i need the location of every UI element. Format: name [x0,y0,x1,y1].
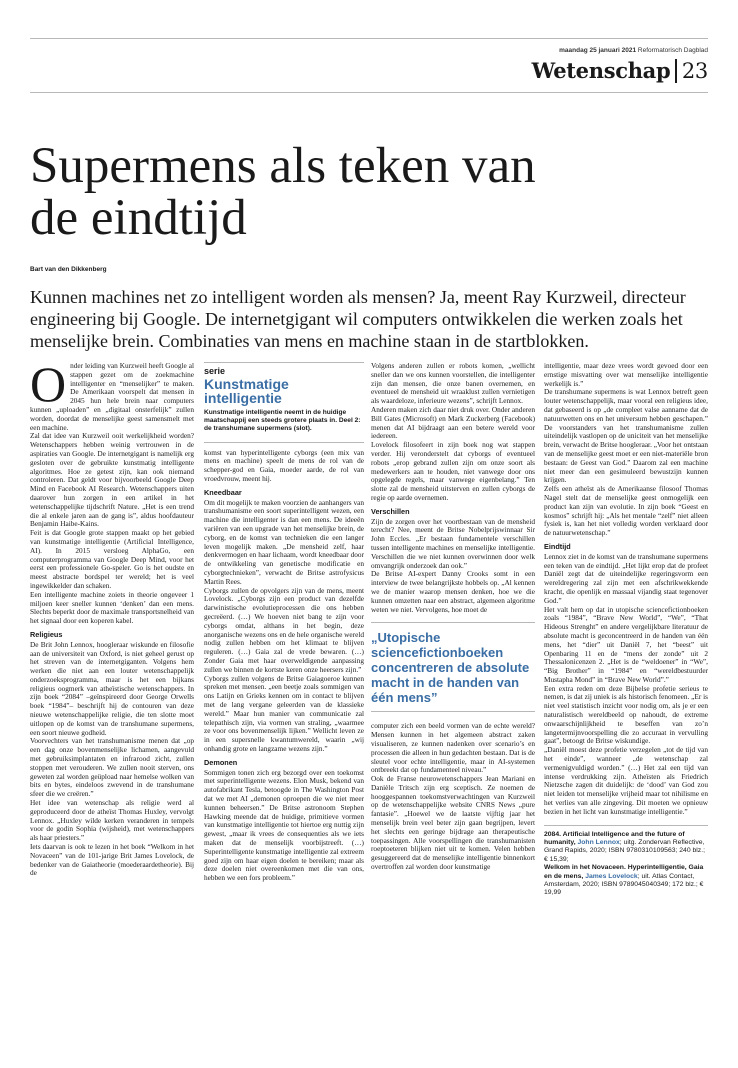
paragraph: Om dit mogelijk te maken voorzien de aanhangers van transhumanisme een soort superintelligent wezen, een machine die intelligenter is dan een mens. De ideeën variëren van een upgrade van het menselijke brein, de cyborg, en de komst van technieken die een langer leven mogelijk maken. „De mensheid zelf, haar denkvermogen en haar lichaam, wordt kneedbaar door de ontwikkeling van genetische modificatie en cyborgtechnieken”, verwacht de Britse astrofysicus Martin Rees. [204,497,364,586]
book-entry [544,864,708,898]
paragraph-text: nder leiding van Kurzweil heeft Google al stappen gezet om de zoekmachine intelligenter en “menselijker” te maken. De Amerikaan voorspelt dat mensen in 2045 hun hele brein naar computers kunnen „uploaden” en „digitaal onsterfelijk” zullen worden, doordat de menselijke geest samensmelt met een machine. [30,362,194,432]
paragraph: De Brit John Lennox, hoogleraar wiskunde en filosofie aan de universiteit van Oxford, is niet geheel gerust op het streven van de internetgiganten. Volgens hem werken die niet aan een louter wetenschappelijk onderzoeksprogramma, maar is het een bijkans religieus oogmerk van atheïstische wetenschappers. In zijn boek “2084” –geïnspireerd door George Orwells boek “1984”– beschrijft hij de contouren van deze nieuwe wetenschappelijke religie, die ten slotte moet uitlopen op de komst van de transhumane supermens, een soort nieuwe godheid. [30,639,194,737]
dateline [559,47,708,54]
column-3 [371,362,535,1062]
byline: Bart van den Dikkenberg [30,266,107,273]
paragraph: Feit is dat Google grote stappen maakt op het gebied van kunstmatige intelligentie (Artificial Intelligence, AI). In 2015 versloeg AlphaGo, een computerprogramma van Google Deep Mind, voor het eerst een professionele Go-speler. Go is het oudste en meest abstracte bordspel ter wereld; het is veel ingewikkelder dan schaken. [30,528,194,590]
paragraph: Zal dat idee van Kurzweil ooit werkelijkheid worden? Wetenschappers hebben weinig vertrouwen in de aspiraties van Google. De internetgigant is namelijk erg gesloten over de gebruikte kunstmatig intelligente algoritmes. Hoe ze getest zijn, kan ook niemand controleren. Dat geldt voor bijvoorbeeld Google Deep Mind en Facebook AI Research. Wetenschappers uiten daarover hun zorgen in een artikel in het wetenschappelijke tijdschrift Nature. „Het is een trend die al enkele jaren aan de gang is”, aldus hoofdauteur Benjamin Haibe-Kains. [30,431,194,529]
series-box [204,362,364,443]
paragraph: Lovelock filosofeert in zijn boek nog wat stappen verder. Hij veronderstelt dat cyborgs of eventueel robots „erop gebrand zullen zijn om onze soort als medewerkers aan te houden, niet vanwege door ons opgelegde regels, maar vanwege eigenbelang.” Ten slotte zal de mensheid uitsterven en zullen cyborgs de regie op aarde overnemen. [371,440,535,502]
series-label: serie [204,366,226,376]
series-title: Kunstmatige intelligentie [204,375,289,406]
section-divider [675,59,677,83]
section-header [532,58,708,83]
paragraph: Iets daarvan is ook te lezen in het boek “Welkom in het Novaceen” van de 101-jarige Brit James Lovelock, de bedenker van de Gaiatheorie (moederaardetheorie). Bij de [30,842,194,878]
paragraph: Volgens anderen zullen er robots komen, „wellicht sneller dan we ons kunnen voorstellen, die intelligenter zijn dan mensen, die onze banen overnemen, en eventueel de mensheid uit wraaklust zullen vernietigen als waardeloze, inferieure wezens”, schrijft Lennox. [371,362,535,406]
book-entry [544,831,708,865]
section-name: Wetenschap [531,58,671,83]
subheading: Demonen [204,757,238,767]
header-rule [30,38,708,39]
subheading: Eindtijd [544,541,571,551]
paragraph: Een extra reden om deze Bijbelse profetie serieus te nemen, is dat zij uniek is als historisch fenomeen. „Er is niet veel statistisch inzicht voor nodig om, als je er een naturalistisch wereldbeeld op nahoudt, de extreme onwaarschijnlijkheid te beseffen van zo’n langetermijnvoorspelling die zo accuraat in vervulling gaat”, betoogt de Britse wiskundige. [544,683,708,746]
newspaper-name: Reformatorisch Dagblad [637,47,708,54]
paragraph: Cyborgs zullen de opvolgers zijn van de mens, meent Lovelock. „Cyborgs zijn een product van dezelfde darwinistische evolutieprocessen die ons hebben gecreëerd. (…) We hoeven niet bang te zijn voor cyborgs omdat, althans in het begin, deze anorganische wezens ons en de hele organische wereld nodig zullen hebben om het klimaat te blijven reguleren. (…) Gaia zal de vrede bewaren. (…) Zonder Gaia met haar overweldigende aanpassing zullen we binnen de kortste keren onze heersers zijn.” [204,585,364,674]
paragraph: „Daniël moest deze profetie verzegelen „tot de tijd van het einde”, wanneer „de wetenschap zal vermenigvuldigd worden.” (…) Het zal een tijd van intense verdrukking zijn. Atheïsten als Friedrich Nietzsche zagen dit duidelijk: de ‘dood’ van God zou niet leiden tot menselijke vrijheid maar tot nihilisme en het verlies van alle zingeving. Dit moeten we opnieuw bezien in het licht van kunstmatige intelligentie.” [544,745,708,816]
book-details: ; uitg. Zondervan Reflective, Grand Rapids, 2020; ISBN 9780310109563; 240 blz.; € 15,39; [544,839,705,863]
subheading: Verschillen [371,506,410,516]
paragraph: Voorvechters van het transhumanisme menen dat „op een dag onze bovenmenselijke lichamen, aangevuld met gebruiksimplantaten en infrarood zicht, zullen stoppen met verouderen. We zullen nooit sterven, ons geweten zal worden geüpload naar hemelse wolken van bits en bytes, eindeloos zwevend in de transhumane sfeer die we creëren.” [30,736,194,799]
paragraph: Lennox ziet in de komst van de transhumane supermens een teken van de eindtijd. „Het lijkt erop dat de profeet Daniël zegt dat de uiteindelijke regeringsvorm een wereldregering zal zijn met een afschrikwekkende kracht, die openlijk en massaal vijandig staat tegenover God.” [544,551,708,605]
book-author: James Lovelock [585,872,638,880]
series-description: Kunstmatige intelligentie neemt in de huidige maatschappij een steeds grotere plaats in. Deel 2: de transhumane supermens (slot). [204,409,364,443]
paragraph: Ook de Franse neurowetenschappers Jean Mariani en Danièle Tritsch zijn erg sceptisch. Ze noemen de hooggespannen toekomstverwachtingen van Kurzweil op de wetenschappelijke website CNRS News „pure fantasie”. „Hoewel we de laatste vijftig jaar het menselijk brein veel beter zijn gaan begrijpen, levert het slechts een geringe bijdrage aan therapeutische toepassingen. Alle voorspellingen die transhumanisten roeptoeteren blijken niet uit te komen. Velen hebben gesuggereerd dat de menselijke intelligentie binnenkort overtroffen zal worden door kunstmatige [371,774,535,872]
paragraph: Een intelligente machine zoiets in theorie ongeveer 1 miljoen keer sneller kunnen ‘denken’ dan een mens. Slechts beperkt door de maximale transportsnelheid van het signaal door een koperen kabel. [30,589,194,626]
paragraph: komst van hyperintelligente cyborgs (een mix van mens en machine) speelt de mens de rol van de schepper-god en Gaia, moeder aarde, de rol van vroedvrouw, meent hij. [204,447,364,484]
paragraph: computer zich een beeld vormen van de echte wereld? Mensen kunnen in het algemeen abstract zaken visualiseren, ze kunnen nadenken over scenario’s en processen die alleen in hun gedachten bestaan. Dat is de sleutel voor echte intelligentie, maar in AI-systemen ontbreekt dat op fundamenteel niveau.” [371,721,535,775]
paragraph [30,362,194,432]
section-rule [30,92,708,93]
paragraph: Zelfs een atheïst als de Amerikaanse filosoof Thomas Nagel stelt dat de menselijke geest onmogelijk een product kan zijn van evolutie. In zijn boek “Geest en kosmos” schrijft hij: „Als het mentale “zelf” niet alleen fysiek is, kan het niet volledig worden verklaard door de natuurwetenschap.” [544,484,708,538]
dropcap: O [30,362,67,412]
paragraph: Cyborgs zullen volgens de Britse Gaiagoeroe kunnen spreken met mensen. „een beetje zoals sommigen van ons Latijn en Grieks kennen om in contact te blijven met de lang vergane geleerden van de klassieke wereld.” Maar hun manier van communicatie zal telepathisch zijn, via vormen van straling, „waarmee ze voor ons bovenmenselijk lijken.” Wellicht leven ze in een supersnelle kwantumwereld, waarin „wij onhandig grote en langzame wezens zijn.” [204,673,364,753]
article-headline: Supermens als teken van de eindtijd [30,138,536,246]
issue-date: maandag 25 januari 2021 [559,47,637,54]
book-references [544,825,708,898]
article-lead: Kunnen machines net zo intelligent worden als mensen? Ja, meent Ray Kurzweil, directeur engineering bij Google. De internetgigant wil computers ontwikkelen die werken zoals het menselijke brein. Combinaties van mens en machine staan in de startblokken. [30,287,686,351]
paragraph: De transhumane supermens is wat Lennox betreft geen louter wetenschappelijk, maar vooral een religieus idee, dat gebaseerd is op „de compleet valse aanname dat de natuurwetten ons en het universum hebben geschapen.” De voorstanders van het transhumanisme zullen uiteindelijk vastlopen op de uniciteit van het menselijke brein, verwacht de Britse hoogleraar. „Voor het ontstaan van de menselijke geest moet er een niet-materiële bron bestaan: de Geest van God.” Daarom zal een machine niet meer dan een gesimuleerd bewustzijn kunnen krijgen. [544,387,708,485]
paragraph: Het valt hem op dat in utopische sciencefictionboeken zoals “1984”, “Brave New World”, “We”, “That Hideous Strenght” en andere vergelijkbare literatuur de absolute macht is geconcentreerd in de handen van één mens, het “dier” uit Daniël 7, het “beest” uit Openbaring 11 en de “mens der zonde” uit 2 Thessalonicenzen 2. „Het is de “weldoener” in “We”, “Big Brother” in “1984” en “wereldbestuurder Mustapha Mond” in “Brave New World”.” [544,604,708,684]
column-4 [544,362,708,1062]
paragraph: Het idee van wetenschap als religie werd al geproduceerd door de atheïst Thomas Huxley, vervolgt Lennox. „Huxley wilde kerken veranderen in tempels voor de godin Sophia (wijsheid), met wetenschappers als haar priesters.” [30,798,194,843]
subheading: Kneedbaar [204,487,242,497]
book-title: Welkom in het Novaceen. Hyperintelligentie, Gaia en de mens, [544,864,704,880]
column-1 [30,362,194,1062]
subheading: Religieus [30,629,63,639]
paragraph: De Britse AI-expert Danny Crooks somt in een interview de twee belangrijkste hobbels op. „Al kennen we de manier waarop mensen denken, hoe we die kunnen omzetten naar een abstract, algemeen algoritme weten we niet. Vervolgens, hoe moet de [371,569,535,614]
paragraph: intelligentie, maar deze vrees wordt gevoed door een ernstige misvatting over wat menselijke intelligentie werkelijk is.” [544,362,708,388]
paragraph: Sommigen tonen zich erg bezorgd over een toekomst met superintelligente wezens. Elon Musk, bekend van autofabrikant Tesla, betoogde in The Washington Post dat we met AI „demonen oproepen die we niet meer kunnen beheersen.” De Britse astronoom Stephen Hawking meende dat de huidige, primitieve vormen van kunstmatige intelligentie tot hiertoe erg nuttig zijn gewest, „maar ik vrees de consequenties als we iets maken dat de menselijk voorbijstreeft. (…) Superintelligente kunstmatige intelligentie zal extreem goed zijn om haar eigen doelen te bereiken; maar als deze doelen niet overeenkomen met die van ons, hebben we een fors probleem.” [204,767,364,883]
page-number: 23 [681,58,708,83]
book-author: John Lennox [577,839,620,847]
paragraph: Anderen maken zich daar niet druk over. Onder anderen Bill Gates (Microsoft) en Mark Zuckerberg (Facebook) menen dat AI bijdraagt aan een betere wereld voor iedereen. [371,404,535,441]
paragraph: Zijn de zorgen over het voortbestaan van de mensheid terecht? Nee, meent de Britse Nobelprijswinnaar Sir John Eccles. „Er bestaan fundamentele verschillen tussen intelligente machines en menselijke intelligentie. Verschillen die we niet kunnen overwinnen door welk omvangrijk onderzoek dan ook.” [371,516,535,570]
column-2 [204,362,364,1062]
pull-quote: „Utopische sciencefictionboeken concentreren de absolute macht in de handen van één mens” [371,622,535,712]
book-details: ; uit. Atlas Contact, Amsterdam, 2020; ISBN 9789045040349; 172 blz.; € 19,99 [544,872,704,897]
book-title: 2084. Artificial Intelligence and the future of humanity, [544,830,685,847]
